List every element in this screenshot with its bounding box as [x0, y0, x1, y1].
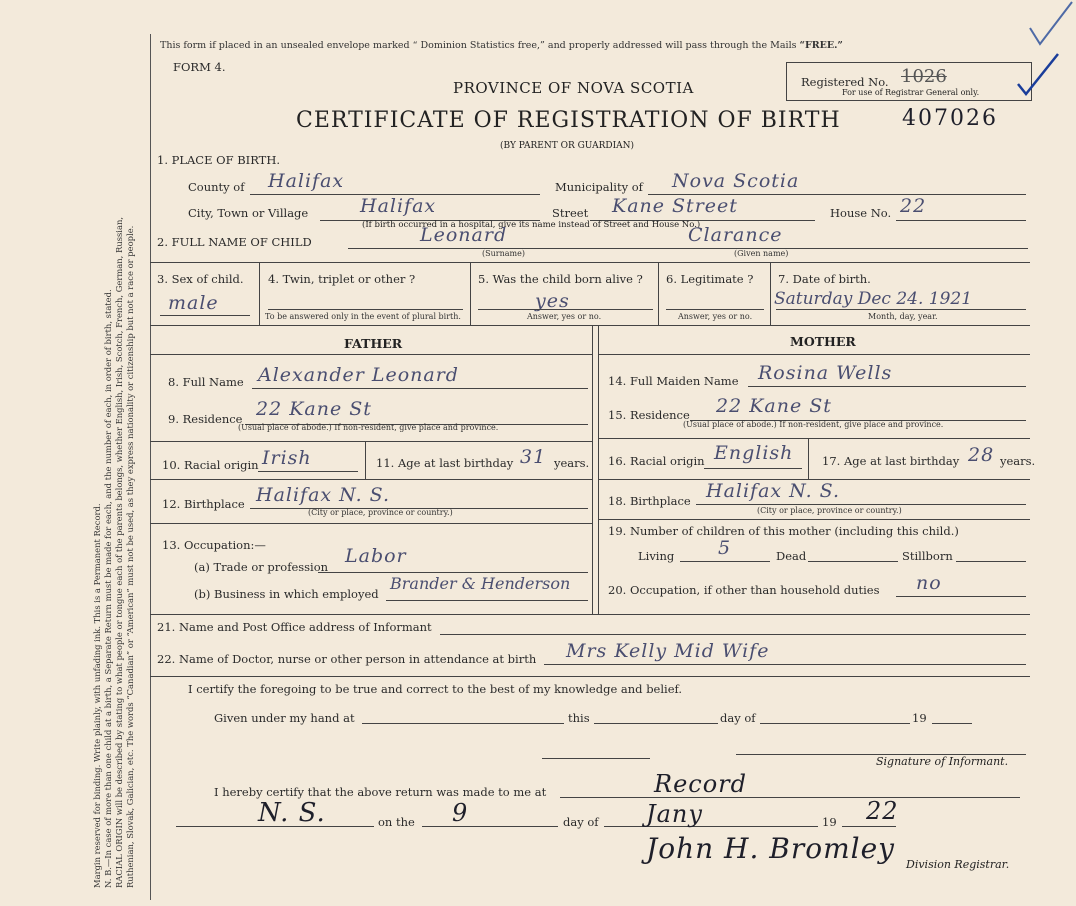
- registrar-signature: John H. Bromley: [646, 832, 895, 865]
- registrar-signature-caption: Division Registrar.: [906, 858, 1010, 871]
- mother-racial-label: 16. Racial origin: [608, 454, 705, 468]
- sex-label: 3. Sex of child.: [157, 272, 244, 286]
- registrar-month-value: Jany: [646, 800, 703, 828]
- city-label: City, Town or Village: [188, 206, 309, 220]
- informant-signature-caption: Signature of Informant.: [876, 755, 1009, 768]
- father-name-value: Alexander Leonard: [258, 364, 459, 386]
- attendant-value: Mrs Kelly Mid Wife: [566, 640, 770, 662]
- father-age-label: 11. Age at last birthday: [376, 456, 514, 470]
- mother-name-label: 14. Full Maiden Name: [608, 374, 739, 388]
- mother-racial-value: English: [714, 442, 794, 464]
- margin-note: Margin reserved for binding. Write plainly, with unfading ink. This is a Permanent Record.: [92, 503, 102, 888]
- registered-box: [786, 62, 1032, 101]
- mailing-notice-text: This form if placed in an unsealed envelope marked “ Dominion Statistics free,” and properly addressed will pass through the Mails: [160, 40, 797, 51]
- father-name-label: 8. Full Name: [168, 375, 244, 389]
- free-label: “FREE.”: [799, 40, 843, 51]
- registrar-day-of-label: day of: [563, 815, 599, 829]
- father-residence-value: 22 Kane St: [256, 398, 372, 420]
- municipality-value: Nova Scotia: [672, 170, 800, 192]
- father-occupation-label: 13. Occupation:—: [162, 538, 266, 552]
- check-mark-icon: [1000, 0, 1076, 110]
- street-value: Kane Street: [612, 195, 738, 217]
- child-name-label: 2. FULL NAME OF CHILD: [157, 235, 312, 249]
- this-label: this: [568, 711, 590, 725]
- child-given-name: Clarance: [688, 224, 783, 246]
- father-birthplace-label: 12. Birthplace: [162, 497, 245, 511]
- city-value: Halifax: [360, 195, 437, 217]
- alive-label: 5. Was the child born alive ?: [478, 272, 643, 286]
- mother-residence-label: 15. Residence: [608, 408, 690, 422]
- mailing-notice: [160, 40, 843, 51]
- province-heading: PROVINCE OF NOVA SCOTIA: [453, 79, 694, 97]
- father-business-label: (b) Business in which employed: [194, 587, 379, 601]
- registrar-note: For use of Registrar General only.: [842, 88, 980, 97]
- registrar-year-value: 22: [866, 797, 899, 825]
- father-age-unit: years.: [554, 456, 590, 470]
- mother-residence-value: 22 Kane St: [716, 395, 832, 417]
- mother-age-value: 28: [968, 444, 995, 466]
- margin-notes: [92, 217, 136, 888]
- certificate-title: CERTIFICATE OF REGISTRATION OF BIRTH: [296, 108, 841, 133]
- street-label: Street: [552, 206, 589, 220]
- surname-caption: (Surname): [482, 249, 525, 258]
- dob-caption: Month, day, year.: [868, 312, 938, 321]
- mother-stillborn-label: Stillborn: [902, 549, 953, 563]
- mother-name-value: Rosina Wells: [758, 362, 893, 384]
- given-under-label: Given under my hand at: [214, 711, 355, 725]
- margin-note: Ruthenian, Slovak, Galician, etc. The words “Canadian” or “American” must not be used, as they express nationality or citizenship but not a race or people.: [125, 225, 135, 888]
- alive-caption: Answer, yes or no.: [527, 312, 602, 321]
- twin-caption: To be answered only in the event of plural birth.: [265, 312, 461, 321]
- registrar-mark-value: N. S.: [258, 798, 326, 828]
- father-racial-value: Irish: [262, 447, 312, 469]
- mother-living-value: 5: [718, 537, 732, 559]
- father-trade-label: (a) Trade or profession: [194, 560, 329, 574]
- certification-statement: I certify the foregoing to be true and correct to the best of my knowledge and belief.: [188, 682, 683, 696]
- registrar-statement: I hereby certify that the above return was made to me at: [214, 785, 547, 799]
- mother-birthplace-caption: (City or place, province or country.): [757, 506, 902, 515]
- twin-label: 4. Twin, triplet or other ?: [268, 272, 416, 286]
- certificate-number: 407026: [902, 106, 998, 131]
- mother-children-label: 19. Number of children of this mother (including this child.): [608, 524, 959, 538]
- hospital-note: (If birth occurred in a hospital, give its name instead of Street and House No.): [362, 220, 701, 230]
- informant-label: 21. Name and Post Office address of Informant: [157, 620, 432, 634]
- dob-label: 7. Date of birth.: [778, 272, 871, 286]
- registrar-on-the-label: on the: [378, 815, 415, 829]
- cert-year-label: 19: [912, 711, 927, 725]
- father-business-value: Brander & Henderson: [390, 574, 571, 593]
- father-racial-label: 10. Racial origin: [162, 458, 259, 472]
- cert-day-of-label: day of: [720, 711, 756, 725]
- mother-occupation-label: 20. Occupation, if other than household duties: [608, 583, 880, 597]
- legitimate-caption: Answer, yes or no.: [678, 312, 753, 321]
- mother-heading: MOTHER: [790, 334, 856, 349]
- attendant-label: 22. Name of Doctor, nurse or other person in attendance at birth: [157, 652, 537, 666]
- father-birthplace-caption: (City or place, province or country.): [308, 508, 453, 517]
- child-surname: Leonard: [420, 224, 508, 246]
- mother-age-label: 17. Age at last birthday: [822, 454, 960, 468]
- house-value: 22: [900, 195, 927, 217]
- father-residence-caption: (Usual place of abode.) If non-resident, give place and province.: [238, 423, 499, 432]
- father-trade-value: Labor: [345, 545, 407, 567]
- house-label: House No.: [830, 206, 892, 220]
- mother-living-label: Living: [638, 549, 675, 563]
- registrar-day-value: 9: [452, 799, 469, 827]
- place-of-birth-label: 1. PLACE OF BIRTH.: [157, 153, 281, 167]
- registrar-year-label: 19: [822, 815, 837, 829]
- mother-occupation-value: no: [916, 572, 942, 594]
- county-value: Halifax: [268, 170, 345, 192]
- dob-value: Saturday Dec 24. 1921: [774, 289, 973, 309]
- alive-value: yes: [535, 290, 570, 312]
- father-age-value: 31: [520, 446, 547, 468]
- subtitle: (BY PARENT OR GUARDIAN): [500, 141, 635, 151]
- legitimate-label: 6. Legitimate ?: [666, 272, 754, 286]
- father-residence-label: 9. Residence: [168, 412, 243, 426]
- mother-birthplace-label: 18. Birthplace: [608, 494, 691, 508]
- mother-residence-caption: (Usual place of abode.) If non-resident, give place and province.: [683, 420, 944, 429]
- margin-note: RACIAL ORIGIN will be described by stating to what people or tongue each of the parents belongs, whether English, Irish, Scotch, French, German, Russian,: [114, 216, 124, 888]
- registrar-place-value: Record: [654, 770, 747, 798]
- sex-value: male: [168, 292, 219, 314]
- mother-age-unit: years.: [1000, 454, 1036, 468]
- registered-value: 1026: [901, 66, 947, 87]
- form-number: FORM 4.: [173, 60, 226, 74]
- margin-note: N. B.—In case of more than one child at a birth, a Separate Return must be made for each, and the number of each, in order of birth, stated.: [103, 289, 113, 888]
- mother-dead-label: Dead: [776, 549, 807, 563]
- county-label: County of: [188, 180, 245, 194]
- municipality-label: Municipality of: [555, 180, 643, 194]
- registered-label: Registered No.: [801, 75, 889, 89]
- father-heading: FATHER: [344, 336, 403, 351]
- mother-birthplace-value: Halifax N. S.: [706, 480, 841, 502]
- father-birthplace-value: Halifax N. S.: [256, 484, 391, 506]
- given-caption: (Given name): [734, 249, 789, 258]
